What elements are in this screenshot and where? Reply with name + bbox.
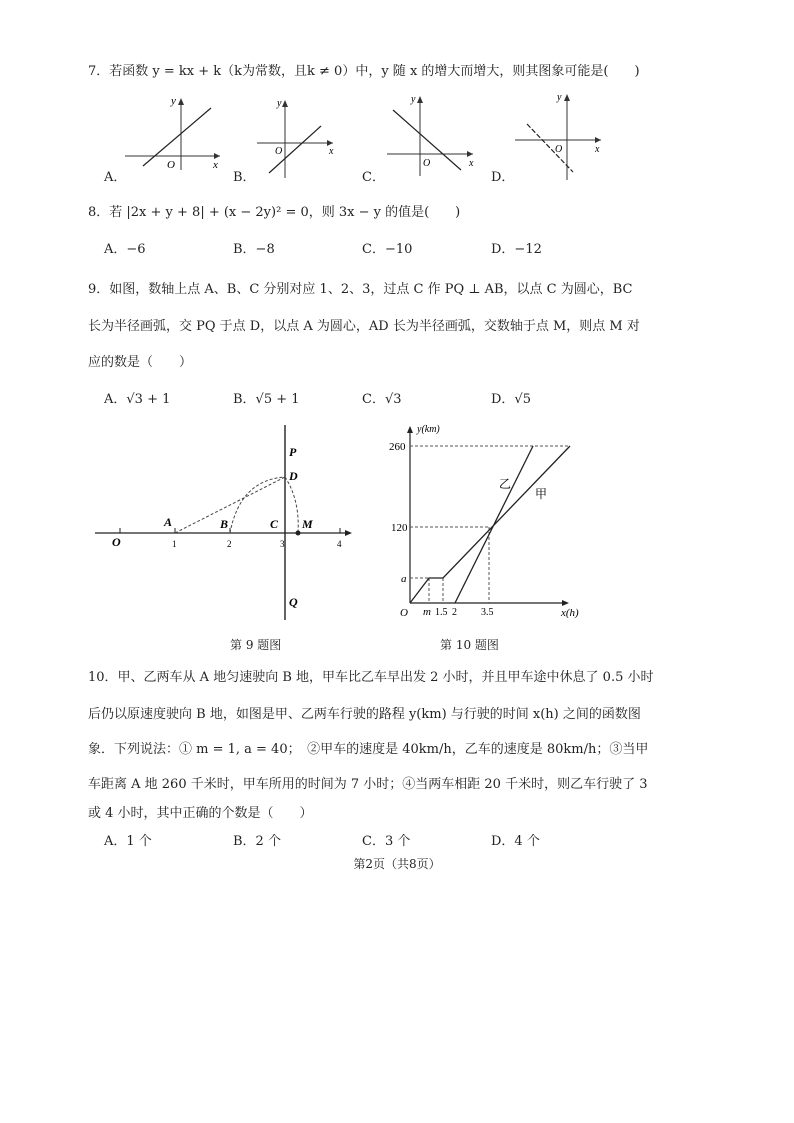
q7d-x-label: x: [595, 144, 600, 155]
q10-stem-line2: 后仍以原速度驶向 B 地，如图是甲、乙两车行驶的路程 y(km) 与行驶的时间 x(h) 之间的函数图: [88, 707, 641, 722]
q8-option-a[interactable]: A．−6: [104, 242, 146, 257]
fig10-xtick-2: 2: [452, 607, 457, 618]
page-footer: 第2页（共8页）: [353, 857, 441, 871]
fig10-xtick-1-5: 1.5: [435, 607, 448, 618]
fig9-label-m: M: [302, 517, 313, 531]
fig10-ytick-260: 260: [389, 441, 406, 453]
q7-option-c[interactable]: C．: [362, 170, 385, 185]
q7a-origin: O: [167, 159, 175, 171]
q9-option-d[interactable]: D．√5: [491, 392, 531, 407]
fig10-xtick-m: m: [423, 606, 431, 618]
q9-option-c[interactable]: C．√3: [362, 392, 402, 407]
q7b-origin: O: [275, 146, 283, 157]
q7-graph-d: [513, 92, 608, 182]
fig10-xlabel: x(h): [561, 607, 579, 619]
fig9-tick-4: 4: [337, 539, 342, 549]
fig10-ytick-120: 120: [391, 522, 408, 534]
fig10-ytick-a: a: [401, 573, 407, 585]
q10-stem-line4: 车距离 A 地 260 千米时，甲车所用的时间为 7 小时；④当两车相距 20 千米时，则乙车行驶了 3: [88, 777, 648, 792]
q10-option-a[interactable]: A．1 个: [104, 834, 152, 849]
fig9-caption: 第 9 题图: [230, 638, 282, 652]
q7d-y-label: y: [557, 92, 562, 103]
q9-stem-line1: 9．如图，数轴上点 A、B、C 分别对应 1、2、3，过点 C 作 PQ ⊥ AB，以点 C 为圆心，BC: [88, 282, 633, 297]
q8-option-d[interactable]: D．−12: [491, 242, 542, 257]
q7a-y-label: y: [171, 95, 176, 107]
fig10-origin: O: [400, 607, 408, 619]
q7b-y-label: y: [277, 98, 282, 109]
q10-stem-line5: 或 4 小时，其中正确的个数是（ ）: [88, 806, 313, 821]
fig9-label-q: Q: [289, 595, 298, 609]
q8-option-c[interactable]: C．−10: [362, 242, 413, 257]
fig9-tick-2: 2: [227, 539, 232, 549]
q7c-x-label: x: [469, 158, 474, 169]
q7-option-d[interactable]: D．: [491, 170, 515, 185]
fig10-xtick-3-5: 3.5: [481, 607, 494, 618]
fig9-label-c: C: [270, 517, 279, 531]
q7-graph-b: [255, 98, 340, 180]
fig9-label-a: A: [164, 515, 173, 529]
fig9-tick-3: 3: [280, 539, 285, 549]
fig10-label-yi: 乙: [499, 477, 512, 491]
q10-stem-line3: 象．下列说法：① m = 1, a = 40； ②甲车的速度是 40km/h，乙车的速度是 80km/h；③当甲: [88, 742, 649, 757]
q7-option-b[interactable]: B．: [233, 170, 256, 185]
fig9-tick-1: 1: [172, 539, 177, 549]
q9-stem-line3: 应的数是（ ）: [88, 355, 193, 370]
q7-stem: 7．若函数 y = kx + k（k为常数，且k ≠ 0）中，y 随 x 的增大而增大，则其图象可能是( ): [88, 64, 640, 79]
fig10-label-jia: 甲: [535, 487, 548, 501]
q9-option-a[interactable]: A．√3 + 1: [104, 392, 171, 407]
fig9-label-p: P: [289, 445, 297, 459]
q10-stem-line1: 10．甲、乙两车从 A 地匀速驶向 B 地，甲车比乙车早出发 2 小时，并且甲车途中休息了 0.5 小时: [88, 670, 654, 685]
q7-graph-c: [385, 94, 480, 179]
q7c-y-label: y: [411, 94, 416, 105]
fig9-label-d: D: [289, 469, 298, 483]
fig9-label-o: O: [112, 535, 121, 549]
q8-stem: 8．若 |2x + y + 8| + (x − 2y)² = 0，则 3x − y 的值是( ): [88, 205, 461, 220]
q7c-origin: O: [423, 158, 431, 169]
q7-graph-a: [125, 95, 225, 173]
q7-option-a[interactable]: A．: [104, 170, 127, 185]
q7d-origin: O: [555, 144, 563, 155]
figure-10: [385, 420, 590, 620]
q9-stem-line2: 长为半径画弧，交 PQ 于点 D，以点 A 为圆心，AD 长为半径画弧，交数轴于点 M，则点 M 对: [88, 319, 640, 334]
q7a-x-label: x: [213, 159, 218, 171]
q7b-x-label: x: [329, 146, 334, 157]
fig10-ylabel: y(km): [417, 424, 440, 435]
fig10-caption: 第 10 题图: [440, 638, 499, 652]
fig9-label-b: B: [220, 517, 229, 531]
figure-9: [90, 420, 360, 625]
q10-option-b[interactable]: B．2 个: [233, 834, 281, 849]
q8-option-b[interactable]: B．−8: [233, 242, 275, 257]
q10-option-c[interactable]: C．3 个: [362, 834, 411, 849]
q9-option-b[interactable]: B．√5 + 1: [233, 392, 300, 407]
q10-option-d[interactable]: D．4 个: [491, 834, 540, 849]
